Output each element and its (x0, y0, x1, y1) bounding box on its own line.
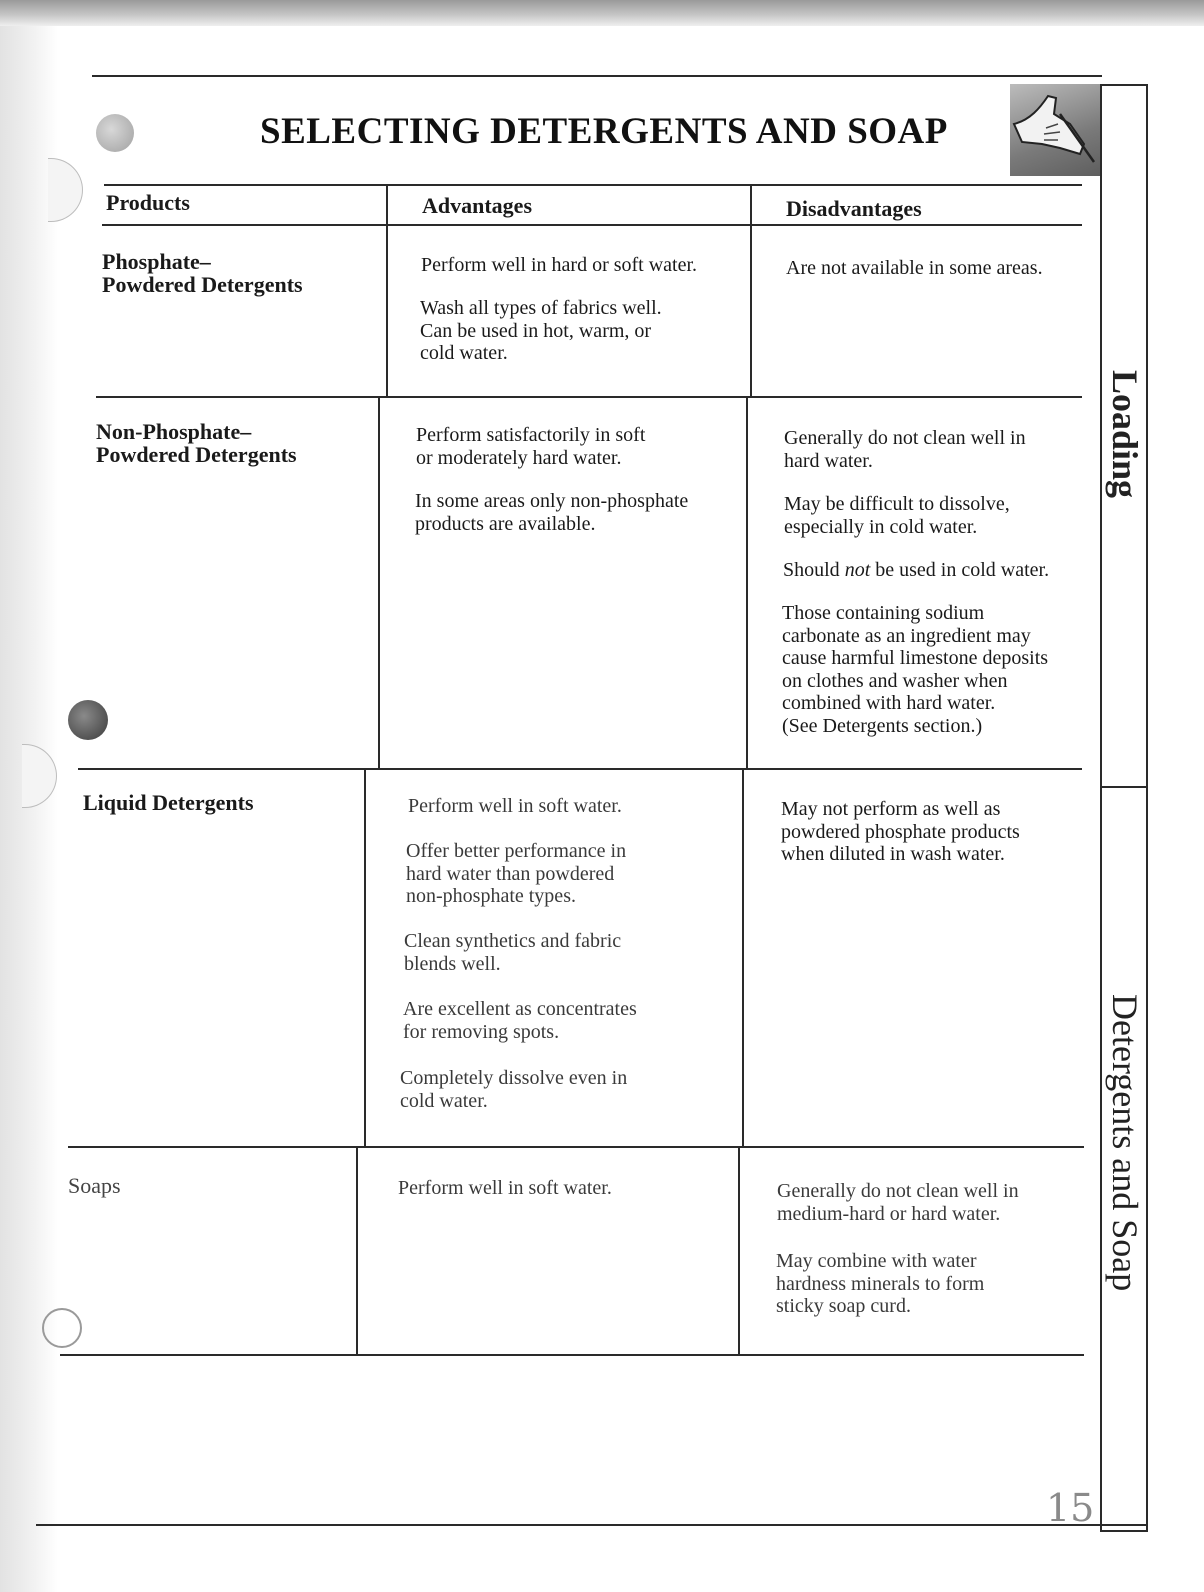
text-line: non-phosphate types. (406, 885, 576, 907)
text-line: on clothes and washer when (782, 669, 1008, 692)
text-line: powdered phosphate products (781, 820, 1020, 843)
text-line: Generally do not clean well in (777, 1180, 1019, 1202)
table-bottom-rule (60, 1354, 1084, 1356)
text-line: blends well. (404, 952, 501, 975)
text-line: May be difficult to dissolve, (784, 493, 1010, 515)
text-line: Perform well in hard or soft water. (421, 254, 698, 276)
column-divider-1-seg-1 (386, 186, 388, 398)
page-notch-1 (48, 158, 83, 222)
page-number: 15 (1046, 1486, 1095, 1530)
text-line: Are excellent as concentrates (403, 998, 637, 1020)
text-line: Can be used in hot, warm, or (420, 319, 652, 342)
page-title: SELECTING DETERGENTS AND SOAP (260, 111, 948, 152)
column-header-products: Products (106, 190, 190, 215)
disadvantage-item (782, 602, 1048, 737)
text-line: for removing spots. (403, 1020, 560, 1043)
hand-pointing-icon-drawing (1010, 84, 1100, 176)
advantage-item (406, 840, 626, 908)
text-line: Powdered Detergents (102, 272, 303, 297)
text-line: products are available. (415, 512, 596, 535)
side-tab-divider (1100, 786, 1146, 788)
product-name (83, 791, 254, 814)
text-line: Phosphate– (102, 249, 211, 274)
text-line: Perform well in soft water. (408, 795, 622, 817)
text-line: cold water. (400, 1089, 488, 1112)
text-line: Liquid Detergents (83, 790, 254, 815)
column-divider-2-seg-2 (746, 396, 748, 770)
page-bottom-rule (36, 1524, 1146, 1526)
disadvantage-item (783, 559, 1049, 582)
column-divider-1-seg-4 (356, 1146, 358, 1354)
text-line: cause harmful limestone deposits (782, 647, 1049, 669)
table-header-bottom-rule (102, 224, 1082, 226)
product-name (102, 250, 303, 296)
text-line: sticky soap curd. (776, 1295, 911, 1317)
disadvantage-item (784, 427, 1026, 472)
product-non-phosphate-powdered (96, 420, 297, 466)
column-divider-1-seg-3 (364, 768, 366, 1148)
text-line: Are not available in some areas. (786, 257, 1043, 279)
binder-hole-bottom (42, 1308, 82, 1348)
product-name (96, 420, 297, 466)
text-line: May combine with water (776, 1250, 977, 1272)
row-divider-2 (78, 768, 1082, 770)
advantage-item (421, 254, 697, 277)
product-phosphate-powdered (102, 250, 303, 296)
column-divider-2-seg-1 (750, 186, 752, 398)
text-line: hard water than powdered (406, 862, 615, 885)
disadvantage-item (776, 1250, 984, 1318)
column-divider-2-seg-3 (742, 768, 744, 1148)
text-line: or moderately hard water. (416, 446, 622, 469)
disadvantage-item (781, 798, 1020, 866)
text-line: hard water. (784, 449, 873, 472)
column-divider-2-seg-4 (738, 1146, 740, 1354)
scan-top-edge (0, 0, 1204, 26)
text-line: Offer better performance in (406, 840, 627, 862)
side-tab-bar (1100, 84, 1148, 1532)
text-line: Generally do not clean well in (784, 427, 1026, 449)
text-line: Those containing sodium (782, 602, 985, 624)
advantage-item (408, 795, 622, 818)
disadvantage-item (784, 493, 1010, 538)
binder-hole-middle (68, 700, 108, 740)
text-line: Soaps (68, 1173, 121, 1198)
advantage-item (404, 930, 621, 975)
column-header-disadvantages: Disadvantages (786, 196, 922, 221)
text-line: Perform well in soft water. (398, 1177, 612, 1199)
table-header-top-rule (104, 184, 1082, 186)
text-line: Completely dissolve even in (400, 1067, 628, 1089)
text-line: Wash all types of fabrics well. (420, 297, 662, 319)
text-line: Clean synthetics and fabric (404, 930, 622, 952)
advantage-item (420, 297, 662, 365)
text-line: combined with hard water. (782, 692, 996, 714)
product-liquid-detergents (83, 791, 254, 814)
text-line: May not perform as well as (781, 798, 1001, 820)
column-divider-1-seg-2 (378, 396, 380, 770)
text-line: Perform satisfactorily in soft (416, 424, 646, 446)
disadvantage-item (786, 257, 1043, 280)
product-name (68, 1174, 121, 1197)
side-tab-loading: Loading (1105, 370, 1145, 499)
binder-hole-top (96, 114, 134, 152)
text-line: Non-Phosphate– (96, 419, 252, 444)
advantage-item (416, 424, 645, 469)
text-line: cold water. (420, 342, 508, 364)
text-line: Should not be used in cold water. (783, 559, 1050, 581)
column-header-advantages: Advantages (422, 193, 533, 218)
advantage-item (415, 490, 688, 535)
text-line: especially in cold water. (784, 515, 978, 538)
advantage-item (398, 1177, 612, 1200)
text-line: Powdered Detergents (96, 442, 297, 467)
row-divider-3 (68, 1146, 1084, 1148)
side-tab-detergents-and-soap: Detergents and Soap (1105, 994, 1145, 1292)
advantage-item (403, 998, 637, 1043)
disadvantage-item (777, 1180, 1019, 1225)
product-soaps (68, 1174, 121, 1197)
text-line: (See Detergents section.) (782, 714, 983, 737)
text-line: hardness minerals to form (776, 1272, 985, 1295)
text-line: carbonate as an ingredient may (782, 624, 1031, 647)
title-rule-top (92, 75, 1102, 77)
text-line: when diluted in wash water. (781, 843, 1005, 865)
text-line: In some areas only non-phosphate (415, 490, 689, 512)
advantage-item (400, 1067, 627, 1112)
text-line: medium-hard or hard water. (777, 1202, 1001, 1225)
row-divider-1 (96, 396, 1082, 398)
